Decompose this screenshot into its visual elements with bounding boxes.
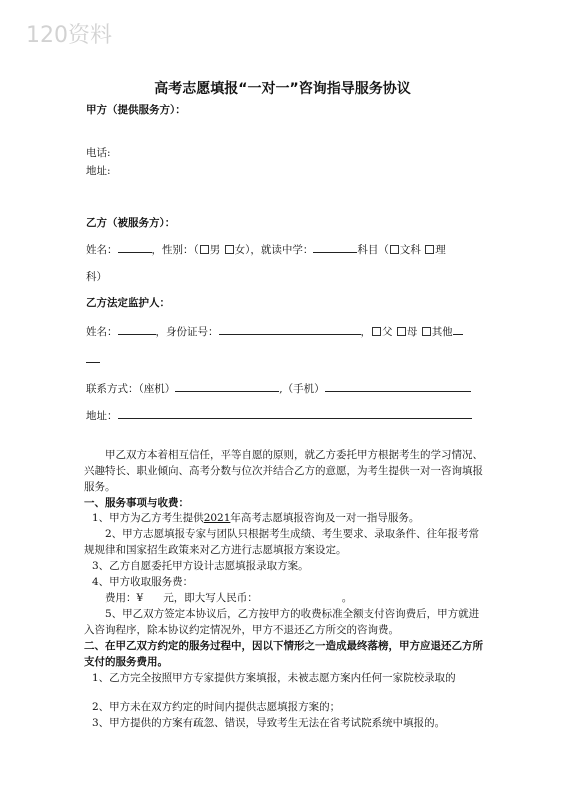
- mother-label: 母: [406, 326, 418, 338]
- guardian-id-label: ，身份证号：: [155, 326, 219, 338]
- other-label: 其他: [431, 326, 453, 338]
- other-blank[interactable]: [453, 323, 463, 335]
- guardian-heading: 乙方法定监护人：: [86, 297, 170, 309]
- guardian-name-blank[interactable]: [118, 323, 156, 335]
- item1-post: 年高考志愿填报咨询及一对一指导服务。: [230, 512, 420, 524]
- guardian-sep: ，: [360, 326, 371, 338]
- party-b-gender-label: ，性别：（: [151, 244, 199, 256]
- father-checkbox[interactable]: [372, 327, 381, 336]
- fee-end: 。: [341, 592, 353, 604]
- item1-pre: 1、甲方为乙方考生提供: [92, 512, 204, 524]
- party-a-address-label: 地址:: [86, 165, 111, 177]
- other-blank-continued: [86, 351, 100, 367]
- document-title: 高考志愿填报“一对一”咨询指导服务协议: [154, 81, 411, 97]
- fee-line: [105, 591, 352, 605]
- section2-item1: 1、乙方完全按照甲方专家提供方案填报，未被志愿方案内任何一家院校录取的: [92, 672, 456, 684]
- item1-year: 2021: [203, 512, 231, 524]
- arts-checkbox[interactable]: [390, 245, 399, 254]
- female-checkbox[interactable]: [225, 245, 234, 254]
- section1-item2: 2、甲方志愿填报专家与团队只根据考生成绩、考生要求、录取条件、往年报考常规规律和国家招生政策来对乙方进行志愿填报方案设定。: [84, 528, 480, 556]
- section2-heading: 二、在甲乙双方约定的服务过程中，因以下情形之一造成最终落榜，甲方应退还乙方所支付的服务费用。: [84, 640, 483, 668]
- science-label-tail: 科）: [86, 271, 107, 283]
- mother-checkbox[interactable]: [397, 327, 406, 336]
- arts-label: 文科: [399, 244, 421, 256]
- mobile-blank[interactable]: [325, 380, 471, 392]
- female-label: 女: [234, 244, 246, 256]
- section1-item3: 3、乙方自愿委托甲方设计志愿填报录取方案。: [92, 560, 309, 572]
- section2-item2: 2、甲方未在双方约定的时间内提供志愿填报方案的；: [92, 701, 341, 713]
- guardian-name-label: 姓名：: [86, 326, 118, 338]
- section1-item5: 5、甲乙双方签定本协议后，乙方按甲方的收费标准全额支付咨询费后，甲方就进入咨询程序，除本协议约定情况外，甲方不退还乙方所交的咨询费。: [84, 608, 480, 636]
- watermark: 120资料: [26, 23, 112, 48]
- contact-landline-label: 联系方式：（座机）: [86, 383, 176, 395]
- other-checkbox[interactable]: [422, 327, 431, 336]
- guardian-id-blank[interactable]: [219, 323, 361, 335]
- guardian-address-line: [86, 407, 472, 423]
- fee-mid: 元，即大写人民币：: [163, 592, 258, 604]
- subject-label: 科目（: [357, 244, 389, 256]
- guardian-info-line: [86, 323, 463, 339]
- male-label: 男: [209, 244, 221, 256]
- section1-heading: 一、服务事项与收费：: [84, 497, 189, 509]
- landline-blank[interactable]: [175, 380, 279, 392]
- fee-pre: 费用：¥: [105, 592, 144, 604]
- party-b-name-label: 姓名：: [86, 244, 118, 256]
- party-a-phone-label: 电话:: [86, 147, 111, 159]
- intro-paragraph: 甲乙双方本着相互信任，平等自愿的原则，就乙方委托甲方根据考生的学习情况、兴趣特长、职业倾向、高考分数与位次并结合乙方的意愿，为考生提供一对一咨询填报服务。: [84, 449, 483, 493]
- school-blank[interactable]: [313, 241, 357, 253]
- section2-item3: 3、甲方提供的方案有疏忽、错误，导致考生无法在省考试院系统中填报的。: [92, 717, 446, 729]
- other-blank-tail[interactable]: [86, 351, 100, 363]
- school-label: ），就读中学：: [245, 244, 314, 256]
- science-checkbox[interactable]: [425, 245, 434, 254]
- guardian-contact-line: [86, 380, 471, 396]
- guardian-address-blank[interactable]: [118, 407, 472, 419]
- guardian-address-label: 地址：: [86, 410, 118, 422]
- party-b-info-line: [86, 241, 446, 257]
- party-a-heading: 甲方（提供服务方）：: [86, 104, 186, 116]
- section1-item4: 4、甲方收取服务费：: [92, 576, 194, 588]
- science-label: 理: [435, 244, 446, 256]
- contact-mobile-label: ,（手机）: [279, 383, 325, 395]
- party-b-name-blank[interactable]: [118, 241, 152, 253]
- section1-item1: [92, 511, 419, 525]
- father-label: 父: [382, 326, 393, 338]
- male-checkbox[interactable]: [200, 245, 209, 254]
- party-b-heading: 乙方（被服务方）：: [86, 217, 176, 229]
